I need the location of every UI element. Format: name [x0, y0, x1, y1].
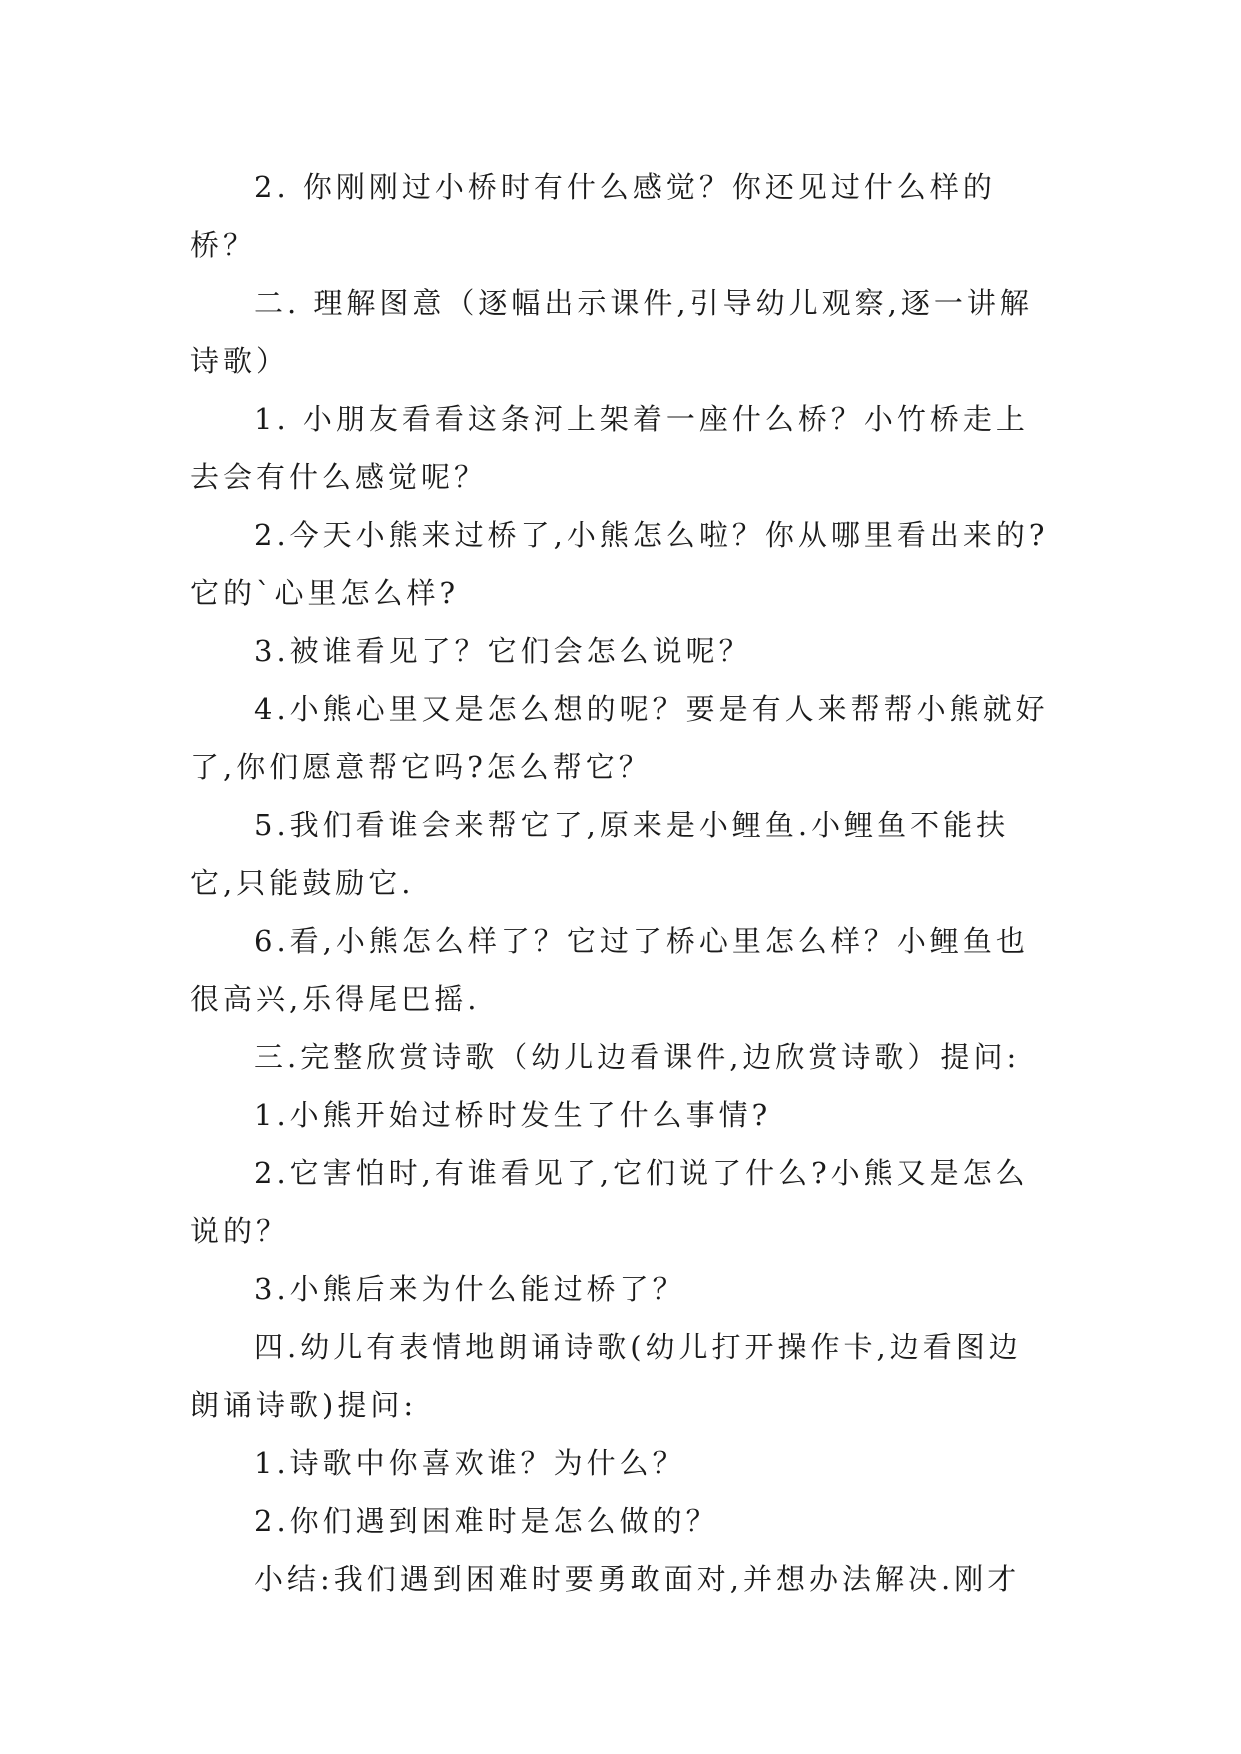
paragraph-7: 5.我们看谁会来帮它了,原来是小鲤鱼.小鲤鱼不能扶它,只能鼓励它. [190, 808, 1010, 900]
paragraph-16: 小结:我们遇到困难时要勇敢面对,并想办法解决.刚才 [254, 1562, 1021, 1596]
paragraph-12: 3.小熊后来为什么能过桥了？ [254, 1272, 686, 1306]
paragraph-15: 2.你们遇到困难时是怎么做的？ [254, 1504, 719, 1538]
paragraph-5: 3.被谁看见了？它们会怎么说呢？ [254, 634, 752, 668]
paragraph-3: 1. 小朋友看看这条河上架着一座什么桥？小竹桥走上去会有什么感觉呢？ [190, 402, 1029, 494]
paragraph-1: 2. 你刚刚过小桥时有什么感觉？你还见过什么样的桥？ [190, 170, 996, 262]
paragraph-4: 2.今天小熊来过桥了,小熊怎么啦？你从哪里看出来的?它的`心里怎么样? [190, 518, 1049, 610]
paragraph-9: 三.完整欣赏诗歌（幼儿边看课件,边欣赏诗歌）提问: [254, 1040, 1021, 1074]
paragraph-13: 四.幼儿有表情地朗诵诗歌(幼儿打开操作卡,边看图边朗诵诗歌)提问: [190, 1330, 1022, 1422]
paragraph-10: 1.小熊开始过桥时发生了什么事情? [254, 1098, 772, 1132]
paragraph-6: 4.小熊心里又是怎么想的呢？要是有人来帮帮小熊就好了,你们愿意帮它吗?怎么帮它？ [190, 692, 1049, 784]
document-body [190, 158, 1050, 1608]
paragraph-11: 2.它害怕时,有谁看见了,它们说了什么?小熊又是怎么说的？ [190, 1156, 1029, 1248]
paragraph-2: 二. 理解图意（逐幅出示课件,引导幼儿观察,逐一讲解诗歌） [190, 286, 1033, 378]
paragraph-8: 6.看,小熊怎么样了？它过了桥心里怎么样？小鲤鱼也很高兴,乐得尾巴摇. [190, 924, 1029, 1016]
paragraph-14: 1.诗歌中你喜欢谁？为什么？ [254, 1446, 686, 1480]
